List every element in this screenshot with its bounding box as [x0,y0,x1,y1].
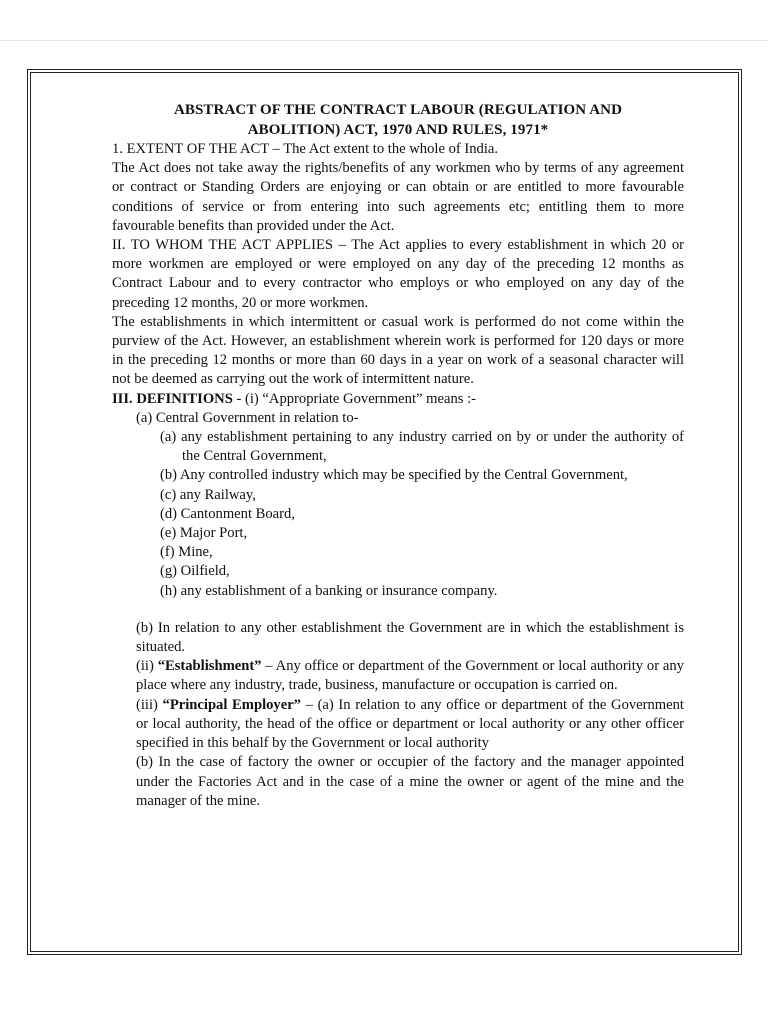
definition-number: (iii) [136,696,163,713]
list-item: (f) Mine, [160,544,213,561]
definition-text: – (a) In relation to any office or department of the Government or local authority, the head of the office or department or local authority or any other officer specified in this behalf by the Government or local authority [136,696,684,752]
list-item: (h) any establishment of a banking or insurance company. [160,582,498,599]
definition-a: (a) Central Government in relation to- [136,409,359,426]
section-3-text: - (i) “Appropriate Government” means :- [232,390,476,407]
list-item: (b) Any controlled industry which may be specified by the Central Government, [160,467,628,484]
definition-text: – Any office or department of the Government or local authority or any place where any industry, trade, business, manufacture or occupation is carried on. [136,658,685,694]
definition-establishment [112,657,684,695]
list-item: (d) Cantonment Board, [160,505,295,522]
section-1-heading: 1. EXTENT OF THE ACT [112,141,269,157]
list-item: (a) any establishment pertaining to any industry carried on by or under the authority of the Central Government, [160,429,684,465]
section-1 [112,140,684,159]
definition-term: “Establishment” [157,658,262,675]
section-2-heading: II. TO WHOM THE ACT APPLIES [112,237,333,254]
section-3-heading: III. DEFINITIONS [112,390,233,407]
list-item: (g) Oilfield, [160,563,230,580]
document-title-line2: ABOLITION) ACT, 1970 AND RULES, 1971* [247,122,549,138]
section-2-text: – The Act applies to every establishment in which 20 or more workmen are employed or were employed on any day of the preceding 12 months as Contract Labour and to every contractor who employs or who employed on any day of the preceding 12 months, 20 or more workmen. [112,237,684,311]
definition-b: (b) In relation to any other establishment the Government are in which the establishment is situated. [136,619,684,656]
section-2-paragraph: The establishments in which intermittent or casual work is performed do not come within the purview of the Act. However, an establishment wherein work is performed for 120 days or more in the preceding 12 months or more than 60 days in a year on work of a seasonal character will not be deemed as carrying out the work of intermittent nature. [112,313,684,388]
definition-term: “Principal Employer” [162,696,301,713]
definition-principal-employer-b: (b) In the case of factory the owner or occupier of the factory and the manager appointed under the Factories Act and in the case of a mine the owner or agent of the mine and the manager of the mine. [136,754,684,809]
top-divider [0,40,768,41]
document-title: ABSTRACT OF THE CONTRACT LABOUR (REGULATION AND [173,102,623,118]
section-1-text: – The Act extent to the whole of India. [268,141,499,157]
definition-number: (ii) [136,658,158,675]
spacer [112,601,684,619]
list-item: (c) any Railway, [160,486,256,503]
document-body [112,100,684,811]
section-2 [112,236,684,313]
list-item: (e) Major Port, [160,525,248,542]
section-3 [112,390,684,409]
section-1-paragraph: The Act does not take away the rights/benefits of any workmen who by terms of any agreement or contract or Standing Orders are enjoying or can obtain or are entitled to more favourable conditions of service or from entering into such agreements etc; entitling them to more favourable benefits than provided under the Act. [112,160,684,234]
definition-principal-employer [112,696,684,754]
